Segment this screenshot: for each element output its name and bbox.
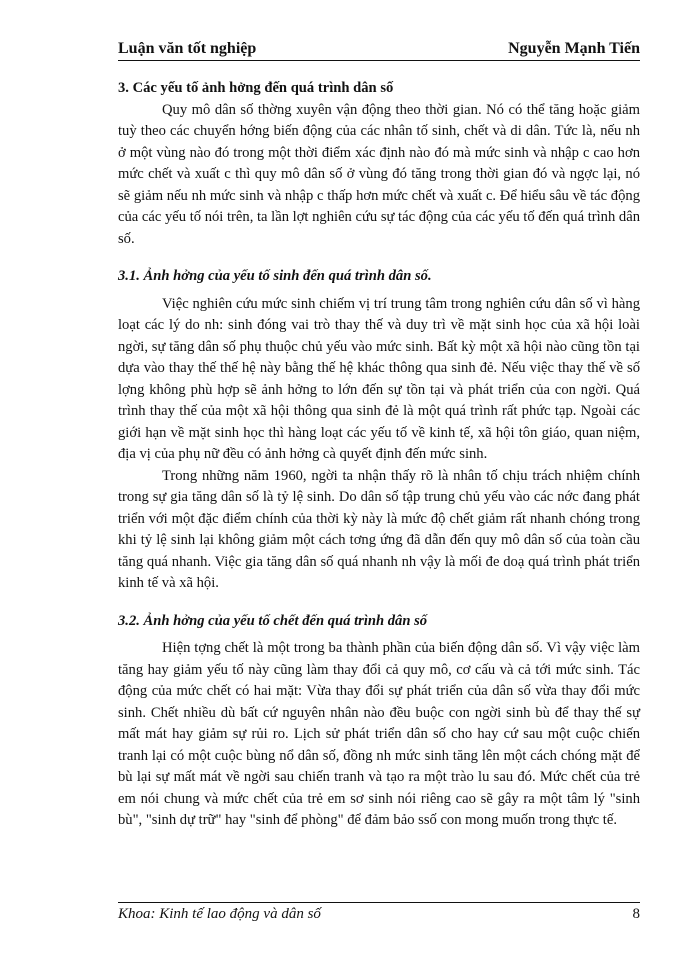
subsection-1-paragraph-2: Trong những năm 1960, ngời ta nhận thấy rõ là nhân tố chịu trách nhiệm chính trong sự gia tăng dân số là tỷ lệ sinh. Do dân số tập trung chủ yếu vào các nớc đang phát triển với một đặc điểm chính của thời kỳ này là mức độ chết giảm rất nhanh chóng trong khi tỷ lệ sinh lại không giảm một cách tơng ứng đã dẫn đến quy mô dân số của toàn cầu tăng quá nhanh. Việc gia tăng dân số quá nhanh nh vậy là mối đe doạ quá trình phát triển kinh tế và xã hội. — [118, 467, 640, 591]
header-author: Nguyễn Mạnh Tiến — [508, 40, 640, 57]
page-footer — [118, 902, 640, 923]
section-intro-paragraph: Quy mô dân số thờng xuyên vận động theo thời gian. Nó có thể tăng hoặc giảm tuỳ theo các chuyển hớng biến động của các nhân tố sinh, chết và di dân. Tức là, nếu nh ở một vùng nào đó trong một thời điểm xác định nào đó mà mức sinh và nhập c cao hơn mức chết và xuất c thì quy mô dân số ở vùng đó tăng trong thời gian đó và ngợc lại, nó sẽ giảm nếu nh mức sinh và nhập c thấp hơn mức chết và xuất c. Để hiểu sâu về tác động của các yếu tố nói trên, ta lần lợt nghiên cứu sự tác động của các yếu tố đến quá trình dân số. — [118, 101, 640, 247]
subsection-1-heading: 3.1. Ảnh hởng của yếu tố sinh đến quá trình dân số. — [118, 268, 432, 284]
header-title: Luận văn tốt nghiệp — [118, 40, 257, 57]
page-header — [118, 40, 640, 61]
page-number: 8 — [632, 906, 640, 922]
footer-faculty: Khoa: Kinh tế lao động và dân số — [118, 906, 321, 922]
section-heading: 3. Các yếu tố ảnh hởng đến quá trình dân số — [118, 80, 394, 96]
subsection-1-paragraph-1: Việc nghiên cứu mức sinh chiếm vị trí trung tâm trong nghiên cứu dân số vì hàng loạt các lý do nh: sinh đóng vai trò thay thế và duy trì về mặt sinh học của xã hội loài ngời, sự tăng dân số phụ thuộc chủ yếu vào mức sinh. Bất kỳ một xã hội nào cũng tồn tại dựa vào thay thế thế hệ này bằng thế hệ khác thông qua sinh đẻ. Nếu việc thay thế về số lợng không phù hợp sẽ ảnh hởng to lớn đến sự tồn tại và phát triển của con ngời. Quá trình thay thế của một xã hội thông qua sinh đẻ là một quá trình rất phức tạp. Ngoài các giới hạn về mặt sinh học thì hàng loạt các yếu tố về kinh tế, xã hội tôn giáo, quan niệm, địa vị của phụ nữ đều có ảnh hởng cà quyết định đến mức sinh. — [118, 295, 640, 462]
subsection-2-paragraph-1: Hiện tợng chết là một trong ba thành phần của biến động dân số. Vì vậy việc làm tăng hay giảm yếu tố này cũng làm thay đổi cả quy mô, cơ cấu và cả tới mức sinh. Tác động của mức chết có hai mặt: Vừa thay đổi sự phát triển của dân số vừa thay đổi mức sinh. Chết nhiều dù bất cứ nguyên nhân nào đều buộc con ngời sinh bù để thay thế sự mất mát hay giảm sự rủi ro. Lịch sử phát triển dân số cho hay cứ sau một cuộc chiến tranh lại có một cuộc bùng nổ dân số, đồng nh mức sinh tăng lên một cách chóng mặt để bù lại sự mất mát về ngời sau chiến tranh và tạo ra một trào lu sau đó. Mức chết của trẻ em nói chung và mức chết của trẻ em sơ sinh nói riêng cao sẽ gây ra một tâm lý "sinh bù", "sinh dự trữ" hay "sinh để phòng" để đảm bảo ssố con mong muốn trong thực tế. — [118, 640, 640, 828]
subsection-2-heading: 3.2. Ảnh hởng của yếu tố chết đến quá trình dân số — [118, 612, 428, 629]
document-body — [118, 78, 640, 832]
